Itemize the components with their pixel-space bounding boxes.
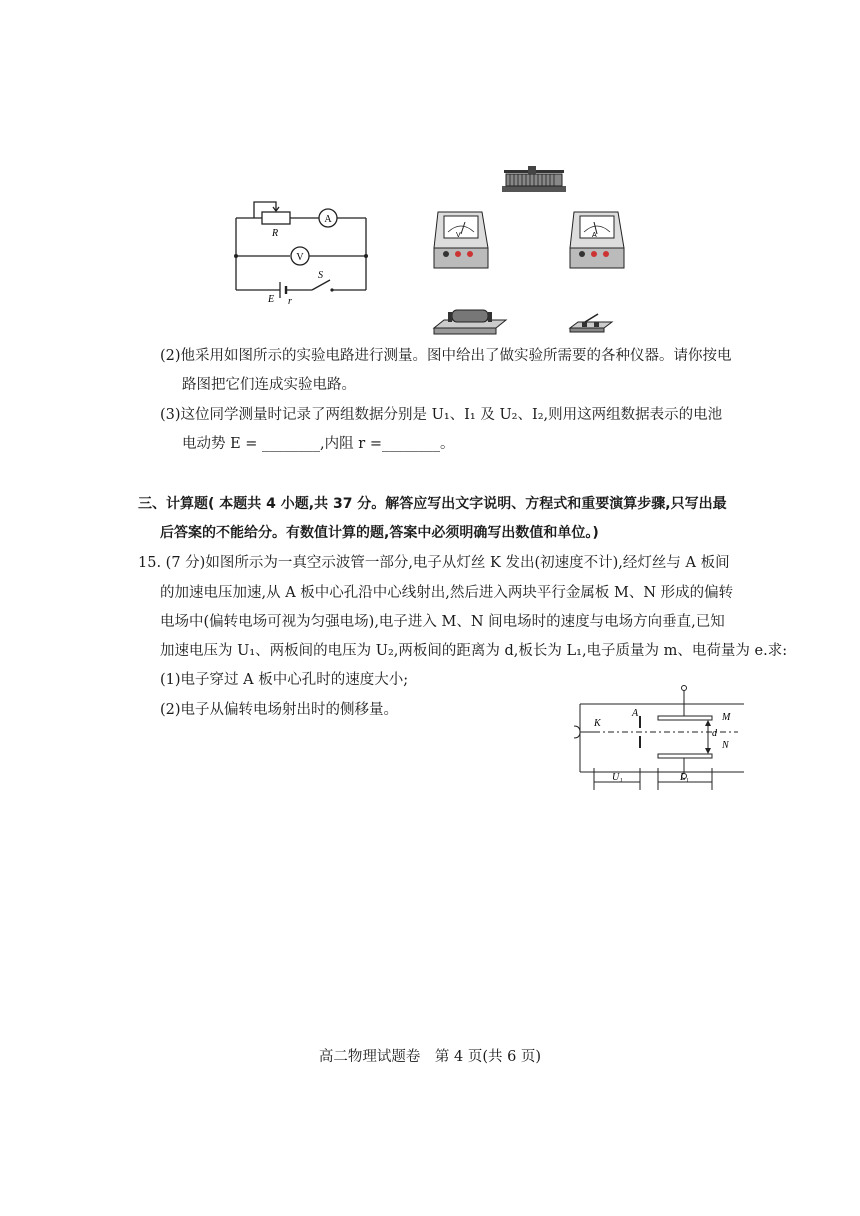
- tube-label-K: K: [594, 718, 601, 729]
- battery-holder-instrument-icon: [432, 304, 508, 338]
- section3-heading-line2: 后答案的不能给分。有数值计算的题,答案中必须明确写出数值和单位。): [160, 525, 599, 541]
- q15-line3: 电场中(偏转电场可视为匀强电场),电子进入 M、N 间电场时的速度与电场方向垂直,已知: [160, 614, 725, 630]
- ammeter-instrument-icon: [568, 208, 626, 272]
- q15-line1: 15. (7 分)如图所示为一真空示波管一部分,电子从灯丝 K 发出(初速度不计),经灯丝与 A 板间: [138, 555, 730, 571]
- q14-part3-line2: 电动势 E = ________,内阻 r =________。: [182, 436, 455, 452]
- switch-instrument-icon: [568, 310, 614, 336]
- ammeter-label: A: [324, 214, 332, 225]
- switch-label: S: [318, 270, 323, 281]
- q15-sub1: (1)电子穿过 A 板中心孔时的速度大小;: [160, 672, 409, 688]
- q15-sub2: (2)电子从偏转电场射出时的侧移量。: [160, 702, 399, 718]
- voltmeter-face-label: V: [456, 232, 461, 239]
- circuit-diagram: [228, 196, 376, 306]
- tube-label-L1: L₁: [680, 772, 690, 783]
- q15-line2: 的加速电压加速,从 A 板中心孔沿中心线射出,然后进入两块平行金属板 M、N 形成的偏转: [160, 585, 734, 601]
- section3-heading-line1: 三、计算题( 本题共 4 小题,共 37 分。解答应写出文字说明、方程式和重要演算步骤,只写出最: [138, 496, 727, 512]
- tube-label-d: d: [712, 728, 717, 739]
- q15-line4: 加速电压为 U₁、两板间的电压为 U₂,两板间的距离为 d,板长为 L₁,电子质量为 m、电荷量为 e.求:: [160, 643, 788, 659]
- ammeter-face-label: A: [592, 232, 597, 239]
- q14-part3-line1: (3)这位同学测量时记录了两组数据分别是 U₁、I₁ 及 U₂、I₂,则用这两组数据表示的电池: [160, 407, 723, 423]
- tube-label-A: A: [632, 708, 639, 719]
- internal-resistance-label: r: [288, 296, 292, 306]
- tube-label-M: M: [722, 712, 731, 723]
- rheostat-instrument-icon: [500, 164, 568, 196]
- rheostat-label: R: [271, 228, 279, 239]
- voltmeter-instrument-icon: [432, 208, 490, 272]
- oscilloscope-tube-diagram: [568, 682, 748, 794]
- q14-part2-line1: (2)他采用如图所示的实验电路进行测量。图中给出了做实验所需要的各种仪器。请你按电: [160, 348, 732, 364]
- q14-part2-line2: 路图把它们连成实验电路。: [182, 377, 356, 393]
- tube-label-U1: U₁: [612, 772, 623, 783]
- page-footer: 高二物理试题卷 第 4 页(共 6 页): [318, 1049, 542, 1065]
- voltmeter-label: V: [296, 252, 304, 263]
- tube-label-N: N: [722, 740, 729, 751]
- emf-label: E: [268, 294, 275, 305]
